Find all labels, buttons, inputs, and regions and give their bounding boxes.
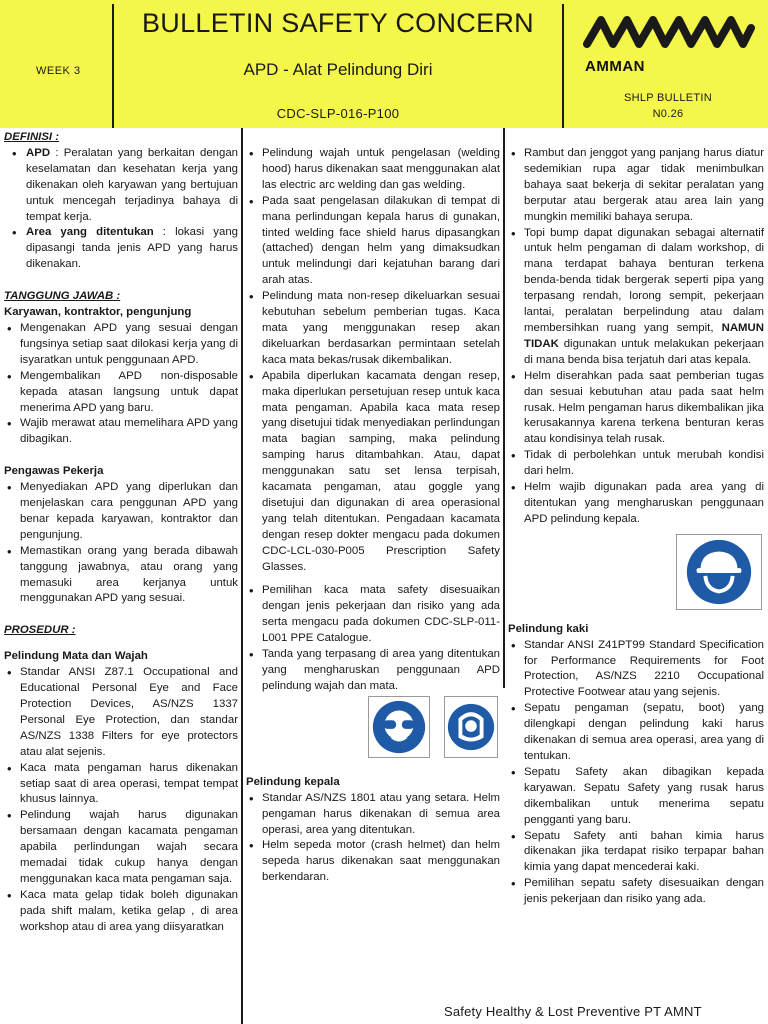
shlp-label: SHLP BULLETIN: [623, 92, 713, 104]
definition-list: [4, 146, 238, 273]
subsection-title: Pelindung kepala: [246, 775, 340, 788]
list-item: • Kaca mata pengaman harus dikenakan setiap saat di area operasi, tempat tempat khusus lainnya.: [4, 761, 238, 809]
bump-cap-emphasis: NAMUN TIDAK: [524, 321, 764, 350]
bump-cap-text: Topi bump dapat digunakan sebagai alternatif untuk helm pengaman di dalam workshop, di mana terdapat bahaya benturan terkena benda-benda tidak bergerak seperti pipa yang terpasang rendah, lorong sempit, pekerjaan lantai, peralatan berpelindung atau dalam membersihkan ruang yang sempit,: [524, 226, 764, 334]
section-heading-prosedur: PROSEDUR :: [4, 624, 76, 637]
list-item: • Pelindung wajah untuk pengelasan (welding hood) harus dikenakan saat menggunakan alat las electric arc welding dan gas welding.: [246, 146, 500, 194]
responsibility-list: [4, 321, 238, 448]
list-item: • Sepatu pengaman (sepatu, boot) yang dilengkapi dengan pelindung kaki harus dikenakan di semua area operasi, area yang di tentukan.: [508, 701, 764, 765]
procedure-list: [508, 146, 764, 528]
list-item: • Pelindung mata non-resep dikeluarkan sesuai kebutuhan sebelum pemberian tugas. Kaca mata yang menggunakan resep akan dikeluarkan berdasarkan permintaan setelah kaca mata bekas/rusak dikembalikan.: [246, 289, 500, 369]
list-item: • Helm sepeda motor (crash helmet) dan helm sepeda harus dikenakan saat menggunakan berkendaran.: [246, 838, 500, 886]
list-item: • Menyediakan APD yang diperlukan dan menjelaskan cara penggunan APD yang benar kepada karyawan, kontraktor dan pengunjung.: [4, 480, 238, 544]
column-divider: [241, 128, 243, 1024]
definition-item: [4, 225, 238, 273]
list-item: • Pemilihan kaca mata safety disesuaikan dengan jenis pekerjaan dan risiko yang ada serta mengacu pada dokumen CDC-SLP-011-L001 PPE Catalogue.: [246, 583, 500, 647]
header-divider: [562, 4, 564, 128]
subsection-title: Pelindung kaki: [508, 622, 589, 635]
column-divider: [503, 128, 505, 688]
definition-text: : Peralatan yang berkaitan dengan keselamatan dan kesehatan kerja yang dikenakan oleh karyawan yang bertujuan untuk mencegah terjadinya bahaya di tempat kerja.: [26, 146, 238, 223]
list-item: • Pelindung wajah harus digunakan bersamaan dengan kacamata pengaman apabila perlindungan wajah secara memadai tidak cukup hanya dengan menggunakan kaca mata pengaman saja.: [4, 808, 238, 888]
section-heading-definisi: DEFINISI :: [4, 131, 60, 143]
definition-item: [4, 146, 238, 226]
procedure-list: [246, 791, 500, 886]
list-item: [508, 226, 764, 369]
column-middle: [246, 146, 500, 886]
week-label: WEEK 3: [36, 65, 81, 77]
procedure-list: [246, 583, 500, 694]
list-item: • Standar ANSI Z87.1 Occupational and Educational Personal Eye and Face Protection Devices, AS/NZS 1337 Personal Eye Protection, dan standar AS/NZS 1338 Filters for eye protectors atau alat sejenis.: [4, 665, 238, 760]
list-item: • Tidak di perbolehkan untuk merubah kondisi dari helm.: [508, 448, 764, 480]
face-shield-sign-icon: [444, 696, 498, 758]
procedure-list: [246, 146, 500, 575]
list-item: • Sepatu Safety anti bahan kimia harus dikenakan jika terdapat risiko terpapar bahan kimia yang dapat mencederai kaki.: [508, 829, 764, 877]
list-item: • Tanda yang terpasang di area yang ditentukan yang mengharuskan penggunaan APD pelindung wajah dan mata.: [246, 647, 500, 695]
procedure-list: [4, 665, 238, 935]
bulletin-header: [0, 0, 768, 128]
list-item: • Rambut dan jenggot yang panjang harus diatur sedemikian rupa agar tidak menimbulkan bahaya saat bekerja di sekitar peralatan yang berputar atau bergerak atau area lain yang mungkin memiliki bahaya serupa.: [508, 146, 764, 226]
list-item: • Helm wajib digunakan pada area yang di ditentukan yang mengharuskan penggunaan APD pelindung kepala.: [508, 480, 764, 528]
list-item: • Wajib merawat atau memelihara APD yang dibagikan.: [4, 416, 238, 448]
amman-logo-icon: [583, 10, 755, 54]
bump-cap-text-end: digunakan untuk melakukan pekerjaan di mana benda bisa terjatuh dari atas kepala.: [524, 337, 764, 366]
bulletin-title: BULLETIN SAFETY CONCERN: [142, 8, 534, 38]
subsection-title: Pelindung Mata dan Wajah: [4, 650, 148, 663]
safety-goggles-sign-icon: [368, 696, 430, 758]
list-item: • Pada saat pengelasan dilakukan di tempat di mana perlindungan kepala harus di gunakan, tinted welding face shield harus dipasangkan (attached) dengan helm yang dimaksudkan untuk melindungi dari kejatuhan barang dari arah atas.: [246, 194, 500, 289]
logo-text: AMMAN: [585, 58, 645, 75]
list-item: • Mengembalikan APD non-disposable kepada atasan langsung untuk dapat menerima APD yang baru.: [4, 369, 238, 417]
column-left: [4, 130, 238, 936]
bulletin-subtitle: APD - Alat Pelindung Diri: [243, 60, 433, 79]
column-right: [508, 146, 764, 908]
head-sign-row: [508, 528, 764, 622]
eye-face-signs: [246, 695, 500, 765]
shlp-number: N0.26: [652, 108, 684, 120]
procedure-list: [508, 638, 764, 908]
shlp-bulletin-info: [598, 90, 738, 122]
list-item: • Kaca mata gelap tidak boleh digunakan pada shift malam, ketika gelap , di area workshop atau di area yang diisyaratkan: [4, 888, 238, 936]
definition-term: Area yang ditentukan: [26, 226, 154, 239]
footer-text: Safety Healthy & Lost Preventive PT AMNT: [444, 1004, 702, 1019]
definition-text: : lokasi yang dipasangi tanda jenis APD yang harus dikenakan.: [26, 226, 238, 271]
subsection-title: Karyawan, kontraktor, pengunjung: [4, 306, 192, 319]
list-item: • Helm diserahkan pada saat pemberian tugas dan sesuai kebutuhan atau pada saat helm rusak. Helm pengaman harus dikembalikan jika kerusakannya karena terkena benturan keras atau kondisinya telah rusak.: [508, 369, 764, 449]
list-item: • Apabila diperlukan kacamata dengan resep, maka diperlukan persetujuan resep untuk kaca mata pengaman. Apabila kaca mata resep yang disetujui tidak menyediakan perlindungan mata bagian samping, maka pelindung samping harus ditambahkan. Atau, dapat menggunakan satu set lensa terpisah, kacamata pengaman, atau goggle yang disetujui dan digunakan di area operasional yang telah ditentukan. Pengadaan kacamata dengan resep dokter mengacu pada dokumen CDC-LCL-030-P005 Prescription Safety Glasses.: [246, 369, 500, 576]
list-item: • Sepatu Safety akan dibagikan kepada karyawan. Sepatu Safety yang rusak harus dikembalikan untuk menerima sepatu pengganti yang baru.: [508, 765, 764, 829]
hard-hat-sign-icon: [676, 534, 762, 610]
responsibility-list: [4, 480, 238, 607]
list-item: • Mengenakan APD yang sesuai dengan fungsinya setiap saat dilokasi kerja yang di isyaratkan untuk penggunaan APD.: [4, 321, 238, 369]
document-code: CDC-SLP-016-P100: [276, 106, 400, 121]
list-item: • Pemilihan sepatu safety disesuaikan dengan jenis pekerjaan dan risiko yang ada.: [508, 876, 764, 908]
subsection-title: Pengawas Pekerja: [4, 465, 104, 478]
section-heading-tanggung-jawab: TANGGUNG JAWAB :: [4, 290, 121, 303]
definition-term: APD: [26, 146, 51, 159]
list-item: • Standar ANSI Z41PT99 Standard Specification for Performance Requirements for Foot Protection, AS/NZS 2210 Occupational Protective Footwear atau yang sejenis.: [508, 638, 764, 702]
header-divider: [112, 4, 114, 128]
list-item: • Standar AS/NZS 1801 atau yang setara. Helm pengaman harus dikenakan di semua area operasi, area yang ditentukan.: [246, 791, 500, 839]
list-item: • Memastikan orang yang berada dibawah tanggung jawabnya, atau orang yang memasuki area kerjanya untuk menggunakan APD yang sesuai.: [4, 544, 238, 608]
